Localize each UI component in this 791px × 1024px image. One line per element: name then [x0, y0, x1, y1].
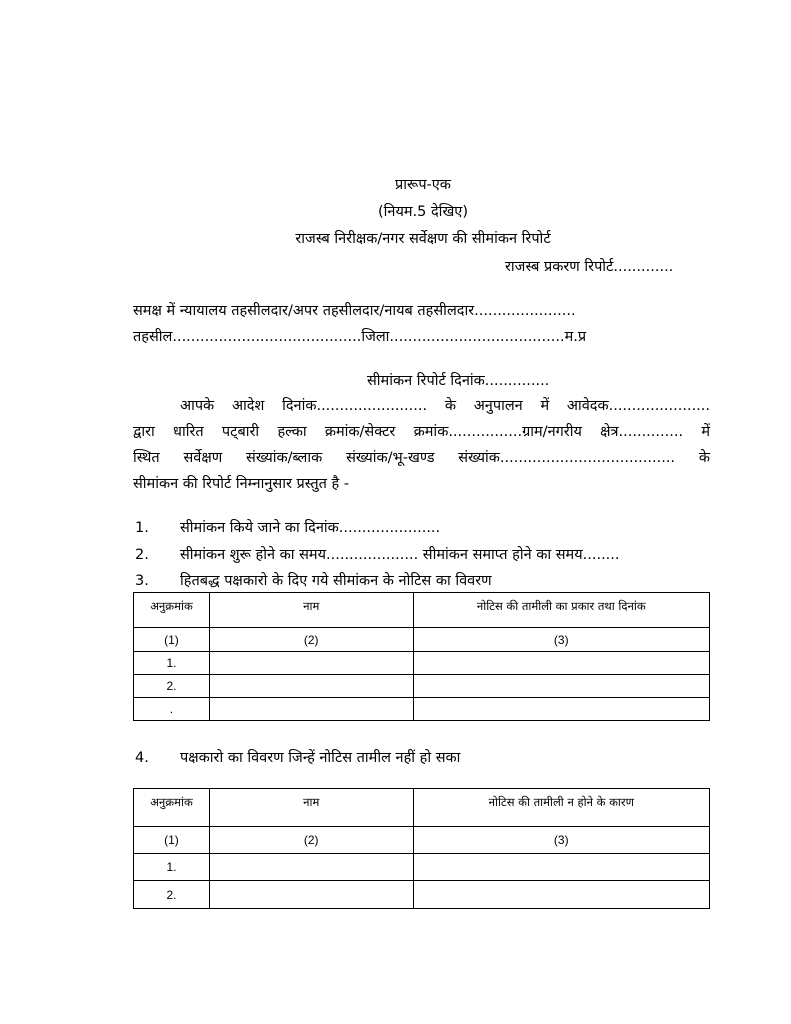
case-number-line: राजस्ब प्रकरण रिपोर्ट............. — [505, 259, 674, 275]
row-notice — [413, 675, 709, 698]
row-name — [209, 854, 413, 881]
column-number: (2) — [209, 827, 413, 854]
table-row — [134, 854, 710, 881]
column-number: (3) — [413, 628, 709, 652]
row-name — [209, 652, 413, 675]
notice-not-served-table — [133, 788, 710, 909]
item-number: 4. — [135, 750, 149, 766]
item-number: 3. — [135, 573, 149, 589]
paragraph-line-2: द्वारा धारित पट्बारी हल्का क्रमांक/सेक्टर क्रमांक................ग्राम/नगरीय क्षेत्र.............. में — [133, 424, 710, 440]
paragraph-line-1: आपके आदेश दिनांक........................ के अनुपालन में आवेदक...................... — [180, 398, 710, 414]
header-not-served-reason: नोटिस की तामीली न होने के कारण — [413, 789, 709, 827]
row-reason — [413, 881, 709, 909]
row-name — [209, 675, 413, 698]
row-notice — [413, 652, 709, 675]
header-name: नाम — [209, 789, 413, 827]
row-notice — [413, 698, 709, 721]
item-text: सीमांकन शुरू होने का समय.................... सीमांकन समाप्त होने का समय........ — [180, 547, 620, 563]
paragraph-line-3: स्थित सर्वेक्षण संख्यांक/ब्लाक संख्यांक/भू-खण्ड संख्यांक...................................... के — [133, 450, 710, 466]
header-serial: अनुक्रमांक — [134, 789, 210, 827]
table-row — [134, 881, 710, 909]
header-serial: अनुक्रमांक — [134, 593, 210, 628]
row-name — [209, 881, 413, 909]
row-name — [209, 698, 413, 721]
notice-served-table — [133, 592, 710, 721]
item-text: सीमांकन किये जाने का दिनांक...................... — [180, 520, 441, 536]
row-serial: 2. — [134, 675, 210, 698]
header-name: नाम — [209, 593, 413, 628]
addressee-line-1: समक्ष में न्यायालय तहसीलदार/अपर तहसीलदार/नायब तहसीलदार...................... — [133, 303, 576, 319]
column-number: (1) — [134, 827, 210, 854]
table-row — [134, 698, 710, 721]
row-reason — [413, 854, 709, 881]
paragraph-line-4: सीमांकन की रिपोर्ट निम्नानुसार प्रस्तुत है - — [133, 476, 350, 492]
item-text: हितबद्ध पक्षकारो के दिए गये सीमांकन के नोटिस का विवरण — [180, 573, 492, 589]
row-serial: . — [134, 698, 210, 721]
item-number: 2. — [135, 547, 149, 563]
form-title: राजस्ब निरीक्षक/नगर सर्वेक्षण की सीमांकन रिपोर्ट — [295, 231, 551, 247]
table-row — [134, 652, 710, 675]
addressee-line-2: तहसील.........................................जिला......................................म.प्र — [133, 329, 587, 345]
column-number: (2) — [209, 628, 413, 652]
report-date-line: सीमांकन रिपोर्ट दिनांक.............. — [367, 373, 550, 389]
rule-reference: (नियम.5 देखिए) — [378, 204, 468, 220]
item-number: 1. — [135, 520, 149, 536]
header-notice-type-date: नोटिस की तामीली का प्रकार तथा दिनांक — [413, 593, 709, 628]
form-number: प्रारूप-एक — [395, 177, 451, 193]
column-number: (3) — [413, 827, 709, 854]
item-text: पक्षकारो का विवरण जिन्हें नोटिस तामील नहीं हो सका — [180, 750, 461, 766]
column-number: (1) — [134, 628, 210, 652]
row-serial: 1. — [134, 652, 210, 675]
row-serial: 2. — [134, 881, 210, 909]
row-serial: 1. — [134, 854, 210, 881]
table-row — [134, 675, 710, 698]
